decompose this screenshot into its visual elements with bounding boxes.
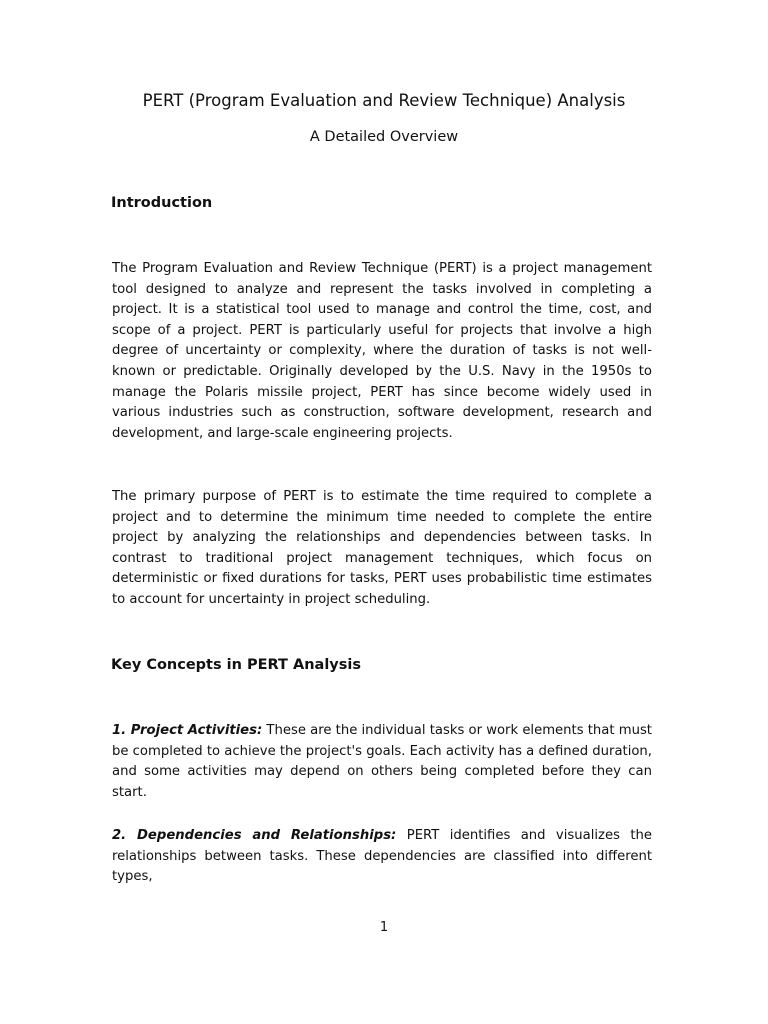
page-number: 1 bbox=[379, 920, 389, 935]
concept-item-lead: 1. Project Activities: bbox=[112, 723, 263, 738]
concept-item-dependencies bbox=[112, 826, 652, 888]
section-heading-key-concepts: Key Concepts in PERT Analysis bbox=[111, 657, 361, 673]
introduction-paragraph-1: The Program Evaluation and Review Technique (PERT) is a project management tool designed to analyze and represent the tasks involved in completing a project. It is a statistical tool used to manage and control the time, cost, and scope of a project. PERT is particularly useful for projects that involve a high degree of uncertainty or complexity, where the duration of tasks is not well-known or predictable. Originally developed by the U.S. Navy in the 1950s to manage the Polaris missile project, PERT has since become widely used in various industries such as construction, software development, research and development, and large-scale engineering projects. bbox=[112, 261, 652, 441]
concept-item-project-activities bbox=[112, 721, 652, 803]
section-heading-introduction: Introduction bbox=[111, 195, 213, 211]
document-subtitle: A Detailed Overview bbox=[309, 129, 459, 145]
concept-item-text: PERT identifies and visualizes the relationships between tasks. These dependencies are classified into different types, bbox=[112, 828, 652, 885]
document-title: PERT (Program Evaluation and Review Technique) Analysis bbox=[142, 91, 626, 110]
concept-item-lead: 2. Dependencies and Relationships: bbox=[112, 828, 397, 843]
concept-item-text: These are the individual tasks or work elements that must be completed to achieve the project's goals. Each activity has a defined duration, and some activities may depend on others being completed before they can start. bbox=[112, 723, 652, 800]
introduction-paragraph-2: The primary purpose of PERT is to estimate the time required to complete a project and to determine the minimum time needed to complete the entire project by analyzing the relationships and dependencies between tasks. In contrast to traditional project management techniques, which focus on deterministic or fixed durations for tasks, PERT uses probabilistic time estimates to account for uncertainty in project scheduling. bbox=[112, 489, 652, 607]
